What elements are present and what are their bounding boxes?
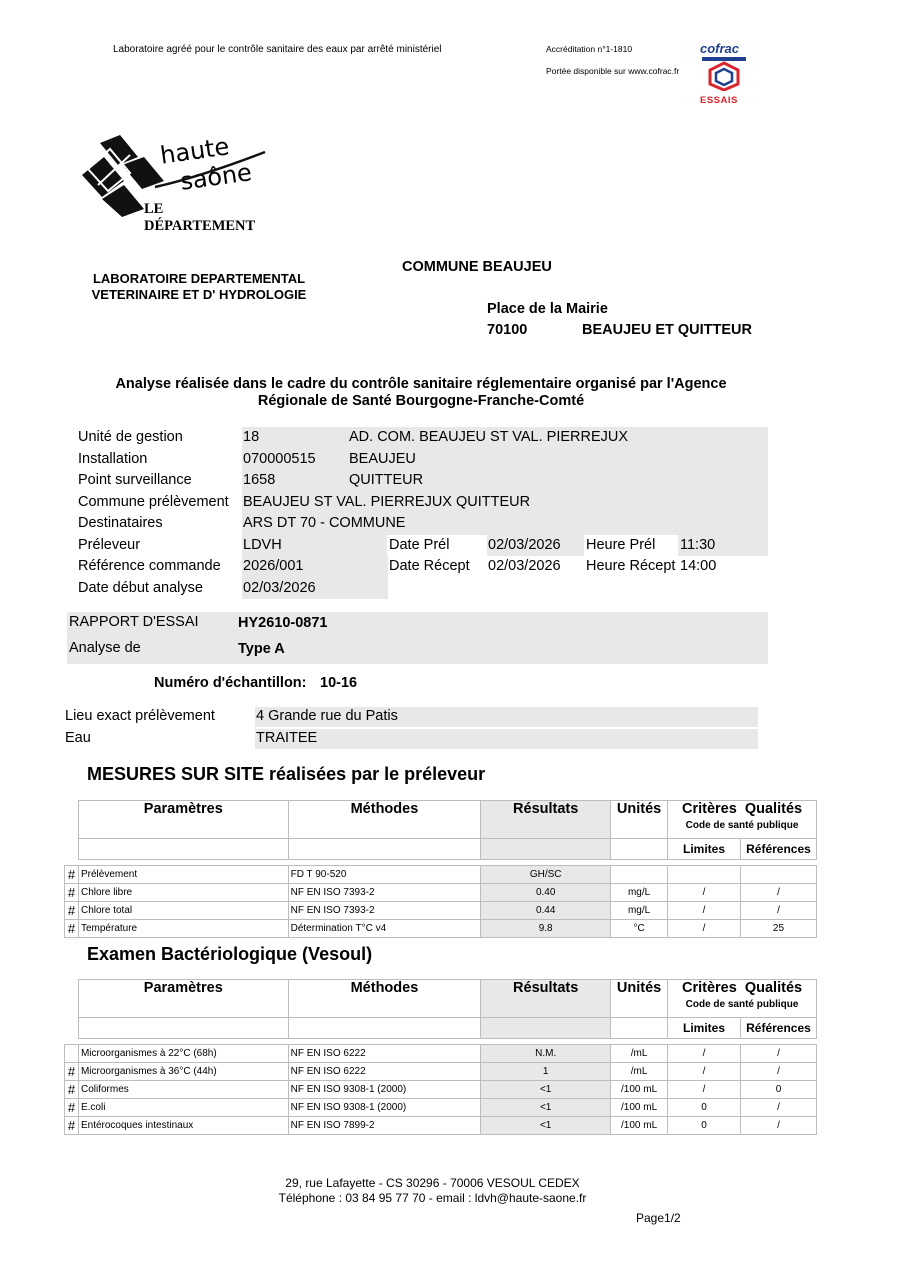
heure-prel-label: Heure Prél bbox=[586, 537, 656, 553]
unit-cell: mg/L bbox=[611, 884, 668, 902]
preleveur-label: Préleveur bbox=[78, 537, 141, 553]
intro-text bbox=[60, 376, 782, 410]
intro-line2: Régionale de Santé Bourgogne-Franche-Comté bbox=[257, 393, 585, 409]
param-cell: Entérocoques intestinaux bbox=[78, 1117, 288, 1135]
limit-cell: / bbox=[668, 1063, 741, 1081]
method-cell: NF EN ISO 9308-1 (2000) bbox=[288, 1099, 481, 1117]
date-prel-label: Date Prél bbox=[389, 537, 450, 553]
date-recept-label: Date Récept bbox=[389, 558, 470, 574]
commune-value: BEAUJEU ST VAL. PIERREJUX QUITTEUR bbox=[243, 494, 531, 510]
recipient-postcode: 70100 bbox=[487, 322, 528, 338]
param-cell: E.coli bbox=[78, 1099, 288, 1117]
cofrac-hexagon-icon bbox=[700, 55, 748, 91]
method-cell: NF EN ISO 9308-1 (2000) bbox=[288, 1081, 481, 1099]
limit-cell: / bbox=[668, 1045, 741, 1063]
site-header-methods: Méthodes bbox=[288, 801, 481, 839]
method-cell: NF EN ISO 6222 bbox=[288, 1063, 481, 1081]
bact-header-limits: Limites bbox=[668, 1018, 741, 1039]
site-table bbox=[64, 800, 817, 938]
reference-cell: / bbox=[740, 1117, 816, 1135]
bact-section-title: Examen Bactériologique (Vesoul) bbox=[87, 944, 373, 964]
site-section-title: MESURES SUR SITE réalisées par le préleveur bbox=[87, 764, 486, 784]
unite-code: 18 bbox=[243, 429, 260, 445]
site-header-limits: Limites bbox=[668, 839, 741, 860]
table-row bbox=[65, 1063, 817, 1081]
limit-cell: / bbox=[668, 920, 741, 938]
limit-cell: / bbox=[668, 1081, 741, 1099]
point-name: QUITTEUR bbox=[349, 472, 424, 488]
intro-line1: Analyse réalisée dans le cadre du contrôle sanitaire réglementaire organisé par l'Agence bbox=[115, 376, 727, 392]
recipient-name: COMMUNE BEAUJEU bbox=[402, 259, 552, 275]
method-cell: FD T 90-520 bbox=[288, 866, 481, 884]
eau-value: TRAITEE bbox=[256, 730, 318, 746]
limit-cell: 0 bbox=[668, 1117, 741, 1135]
agreement-text: Laboratoire agréé pour le contrôle sanitaire des eaux par arrêté ministériel bbox=[113, 44, 442, 55]
result-cell: <1 bbox=[481, 1099, 611, 1117]
bact-header-criteria bbox=[668, 980, 817, 1018]
cofrac-logo-text: cofrac bbox=[700, 41, 740, 56]
param-cell: Coliformes bbox=[78, 1081, 288, 1099]
recipient-street: Place de la Mairie bbox=[487, 301, 608, 317]
rapport-label: RAPPORT D'ESSAI bbox=[69, 614, 199, 630]
unit-cell: /mL bbox=[611, 1045, 668, 1063]
haute-saone-logo bbox=[80, 132, 275, 234]
site-header-results: Résultats bbox=[481, 801, 611, 839]
unit-cell: /mL bbox=[611, 1063, 668, 1081]
method-cell: NF EN ISO 7899-2 bbox=[288, 1117, 481, 1135]
site-header-params: Paramètres bbox=[78, 801, 288, 839]
reference-cell: / bbox=[740, 1045, 816, 1063]
recipient-city: BEAUJEU ET QUITTEUR bbox=[582, 322, 752, 338]
unite-name: AD. COM. BEAUJEU ST VAL. PIERREJUX bbox=[349, 429, 629, 445]
row-hash: # bbox=[65, 1081, 79, 1099]
result-cell: <1 bbox=[481, 1117, 611, 1135]
param-cell: Microorganismes à 36°C (44h) bbox=[78, 1063, 288, 1081]
lab-name bbox=[84, 271, 314, 303]
footer-address: 29, rue Lafayette - CS 30296 - 70006 VESOUL CEDEX bbox=[285, 1176, 580, 1190]
logo-swoosh-icon bbox=[150, 147, 270, 197]
limit-cell bbox=[668, 866, 741, 884]
row-hash: # bbox=[65, 920, 79, 938]
row-hash: # bbox=[65, 884, 79, 902]
heure-prel-value: 11:30 bbox=[680, 537, 716, 553]
bact-header-methods: Méthodes bbox=[288, 980, 481, 1018]
unit-cell: /100 mL bbox=[611, 1117, 668, 1135]
eau-label: Eau bbox=[65, 730, 91, 746]
row-hash: # bbox=[65, 1099, 79, 1117]
param-cell: Température bbox=[78, 920, 288, 938]
unit-cell: °C bbox=[611, 920, 668, 938]
logo-saone-text: saône bbox=[178, 158, 254, 196]
row-hash bbox=[65, 1045, 79, 1063]
rapport-value: HY2610-0871 bbox=[238, 615, 328, 631]
table-row bbox=[65, 902, 817, 920]
unit-cell: /100 mL bbox=[611, 1081, 668, 1099]
point-label: Point surveillance bbox=[78, 472, 192, 488]
page-number: Page1/2 bbox=[636, 1211, 681, 1225]
limit-cell: / bbox=[668, 902, 741, 920]
date-recept-value: 02/03/2026 bbox=[488, 558, 561, 574]
result-cell: 0.44 bbox=[481, 902, 611, 920]
site-criteria-text: Critères bbox=[681, 801, 737, 817]
lieu-value: 4 Grande rue du Patis bbox=[256, 708, 398, 724]
sample-label: Numéro d'échantillon: bbox=[154, 675, 307, 691]
cofrac-logo bbox=[700, 42, 750, 108]
site-header-criteria bbox=[668, 801, 817, 839]
param-cell: Prélèvement bbox=[78, 866, 288, 884]
heure-recept-label: Heure Récept bbox=[586, 558, 676, 574]
dest-value: ARS DT 70 - COMMUNE bbox=[243, 515, 406, 531]
result-cell: N.M. bbox=[481, 1045, 611, 1063]
bact-qualities-text: Qualités bbox=[744, 980, 803, 996]
table-row bbox=[65, 1117, 817, 1135]
method-cell: Détermination T°C v4 bbox=[288, 920, 481, 938]
table-row bbox=[65, 866, 817, 884]
table-row bbox=[65, 1099, 817, 1117]
commune-label: Commune prélèvement bbox=[78, 494, 229, 510]
row-hash: # bbox=[65, 902, 79, 920]
lab-name-line1: LABORATOIRE DEPARTEMENTAL bbox=[92, 271, 306, 286]
reference-cell: / bbox=[740, 1063, 816, 1081]
param-cell: Microorganismes à 22°C (68h) bbox=[78, 1045, 288, 1063]
logo-haute-text: haute bbox=[158, 132, 231, 170]
unit-cell: mg/L bbox=[611, 902, 668, 920]
table-row bbox=[65, 1081, 817, 1099]
result-cell: <1 bbox=[481, 1081, 611, 1099]
heure-recept-value: 14:00 bbox=[680, 558, 717, 574]
install-label: Installation bbox=[78, 451, 148, 467]
table-row bbox=[65, 920, 817, 938]
dest-label: Destinataires bbox=[78, 515, 163, 531]
site-header-units: Unités bbox=[611, 801, 668, 839]
accreditation-text: Accréditation n°1-1810 bbox=[546, 44, 633, 54]
cofrac-scope-text: Portée disponible sur www.cofrac.fr bbox=[546, 66, 680, 76]
bact-header-params: Paramètres bbox=[78, 980, 288, 1018]
reference-cell: 25 bbox=[740, 920, 816, 938]
site-qualities-text: Qualités bbox=[744, 801, 803, 817]
reference-cell: / bbox=[740, 1099, 816, 1117]
method-cell: NF EN ISO 6222 bbox=[288, 1045, 481, 1063]
table-row bbox=[65, 884, 817, 902]
analyse-label: Analyse de bbox=[69, 640, 141, 656]
param-cell: Chlore total bbox=[78, 902, 288, 920]
result-cell: 9.8 bbox=[481, 920, 611, 938]
result-cell: 1 bbox=[481, 1063, 611, 1081]
param-cell: Chlore libre bbox=[78, 884, 288, 902]
lab-name-line2: VETERINAIRE ET D' HYDROLOGIE bbox=[91, 287, 307, 302]
eau-bg bbox=[255, 729, 758, 749]
install-code: 070000515 bbox=[243, 451, 316, 467]
bact-header-units: Unités bbox=[611, 980, 668, 1018]
table-row bbox=[65, 1045, 817, 1063]
reference-cell: / bbox=[740, 902, 816, 920]
limit-cell: / bbox=[668, 884, 741, 902]
bact-header-results: Résultats bbox=[481, 980, 611, 1018]
limit-cell: 0 bbox=[668, 1099, 741, 1117]
site-code-text: Code de santé publique bbox=[685, 820, 799, 831]
date-prel-value: 02/03/2026 bbox=[488, 537, 561, 553]
logo-departement-text: LE DÉPARTEMENT bbox=[144, 201, 256, 234]
install-name: BEAUJEU bbox=[349, 451, 416, 467]
method-cell: NF EN ISO 7393-2 bbox=[288, 902, 481, 920]
row-hash: # bbox=[65, 866, 79, 884]
unit-cell bbox=[611, 866, 668, 884]
unit-cell: /100 mL bbox=[611, 1099, 668, 1117]
row-hash: # bbox=[65, 1063, 79, 1081]
bact-table bbox=[64, 979, 817, 1135]
debut-label: Date début analyse bbox=[78, 580, 203, 596]
analyse-value: Type A bbox=[238, 641, 285, 657]
lieu-label: Lieu exact prélèvement bbox=[65, 708, 215, 724]
reference-cell: 0 bbox=[740, 1081, 816, 1099]
unite-label: Unité de gestion bbox=[78, 429, 183, 445]
method-cell: NF EN ISO 7393-2 bbox=[288, 884, 481, 902]
result-cell: 0.40 bbox=[481, 884, 611, 902]
bact-criteria-text: Critères bbox=[681, 980, 737, 996]
point-code: 1658 bbox=[243, 472, 276, 488]
bact-code-text: Code de santé publique bbox=[685, 999, 799, 1010]
reference-cell bbox=[740, 866, 816, 884]
footer bbox=[0, 1176, 865, 1206]
cofrac-essais-text: ESSAIS bbox=[700, 95, 738, 106]
result-cell: GH/SC bbox=[481, 866, 611, 884]
ref-label: Référence commande bbox=[78, 558, 221, 574]
debut-value: 02/03/2026 bbox=[243, 580, 316, 596]
bact-header-refs: Références bbox=[740, 1018, 816, 1039]
ref-value: 2026/001 bbox=[243, 558, 304, 574]
row-hash: # bbox=[65, 1117, 79, 1135]
sample-value: 10-16 bbox=[320, 675, 358, 691]
preleveur-value: LDVH bbox=[243, 537, 282, 553]
footer-contact: Téléphone : 03 84 95 77 70 - email : ldvh@haute-saone.fr bbox=[278, 1191, 587, 1205]
site-header-refs: Références bbox=[740, 839, 816, 860]
reference-cell: / bbox=[740, 884, 816, 902]
